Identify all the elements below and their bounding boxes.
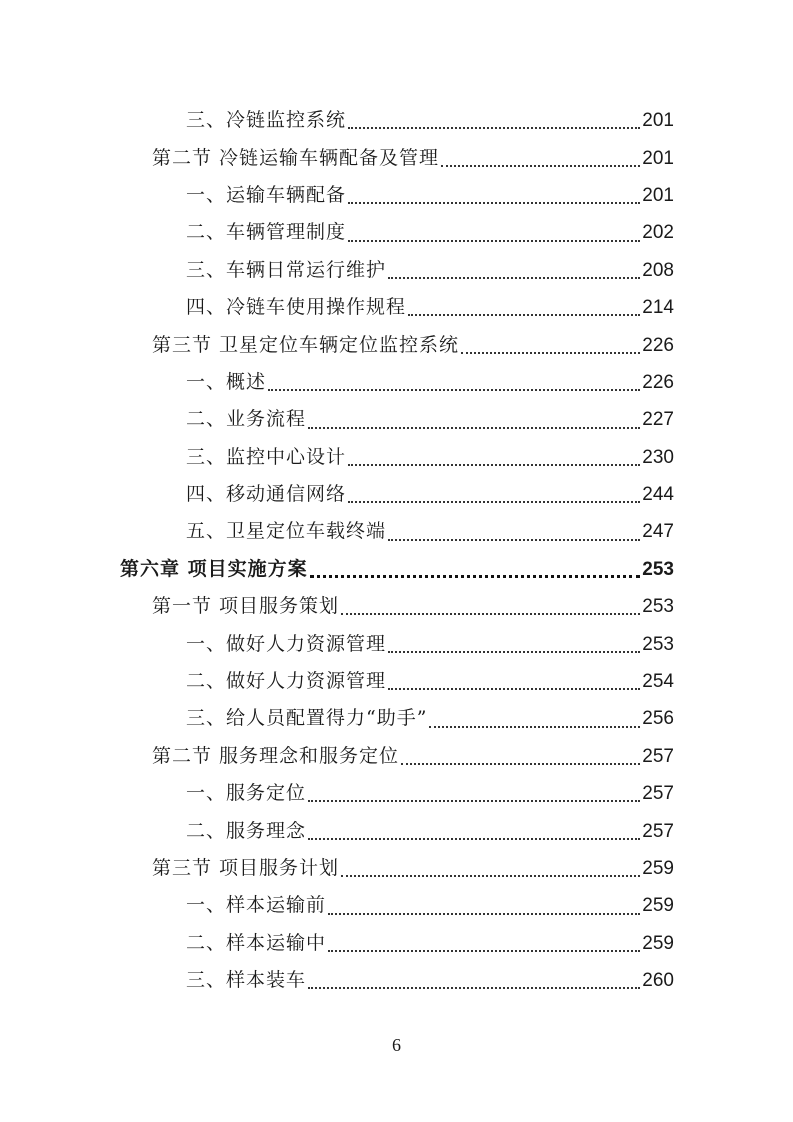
- toc-entry[interactable]: [0, 289, 674, 326]
- toc-entry[interactable]: [0, 177, 674, 214]
- toc-entry[interactable]: [0, 439, 674, 476]
- toc-entry-title: 一、样本运输前: [186, 894, 327, 917]
- toc-entry-title: 二、车辆管理制度: [186, 221, 347, 244]
- toc-entry[interactable]: [0, 738, 674, 775]
- toc-entry-page: 201: [642, 184, 674, 206]
- dot-leader: [348, 202, 640, 204]
- dot-leader: [461, 352, 640, 354]
- toc-entry[interactable]: [0, 476, 674, 513]
- toc-entry-page: 208: [642, 259, 674, 281]
- toc-entry[interactable]: [0, 326, 674, 363]
- toc-entry-title: 一、服务定位: [186, 782, 307, 805]
- dot-leader: [388, 277, 640, 279]
- dot-leader: [308, 800, 640, 802]
- toc-entry-title: 第一节 项目服务策划: [152, 595, 340, 618]
- toc-entry-title: 三、样本装车: [186, 969, 307, 992]
- toc-entry-title: 第二节 冷链运输车辆配备及管理: [152, 146, 440, 169]
- toc-entry-page: 230: [642, 446, 674, 468]
- dot-leader: [308, 987, 640, 989]
- table-of-contents: [0, 102, 793, 999]
- toc-entry[interactable]: [0, 513, 674, 550]
- dot-leader: [328, 950, 640, 952]
- toc-entry-page: 254: [642, 671, 674, 693]
- dot-leader: [268, 389, 640, 391]
- toc-entry[interactable]: [0, 625, 674, 662]
- toc-entry-page: 257: [642, 745, 674, 767]
- toc-entry[interactable]: [0, 887, 674, 924]
- toc-entry[interactable]: [0, 775, 674, 812]
- toc-entry-title: 一、运输车辆配备: [186, 183, 347, 206]
- toc-entry-page: 214: [642, 297, 674, 319]
- toc-entry-page: 257: [642, 783, 674, 805]
- toc-entry-page: 201: [642, 110, 674, 132]
- dot-leader: [408, 314, 640, 316]
- toc-entry-page: 226: [642, 334, 674, 356]
- toc-entry-page: 201: [642, 147, 674, 169]
- toc-entry-title: 三、监控中心设计: [186, 445, 347, 468]
- toc-chapter-entry[interactable]: [0, 551, 674, 588]
- toc-entry-title: 三、冷链监控系统: [186, 109, 347, 132]
- toc-entry-page: 259: [642, 858, 674, 879]
- toc-entry[interactable]: [0, 925, 674, 962]
- toc-entry[interactable]: [0, 102, 674, 139]
- toc-entry[interactable]: [0, 401, 674, 438]
- toc-entry[interactable]: [0, 700, 674, 737]
- dot-leader: [388, 539, 640, 541]
- toc-entry-title: 二、服务理念: [186, 819, 307, 842]
- toc-entry-title: 二、做好人力资源管理: [186, 670, 387, 693]
- dot-leader: [348, 240, 640, 242]
- toc-entry-title: 二、样本运输中: [186, 931, 327, 954]
- dot-leader: [308, 838, 640, 840]
- dot-leader: [348, 127, 640, 129]
- toc-entry-title: 第三节 项目服务计划: [152, 857, 340, 879]
- toc-entry-page: 257: [642, 820, 674, 842]
- toc-entry-page: 244: [642, 484, 674, 506]
- dot-leader: [401, 763, 640, 765]
- toc-entry-page: 253: [642, 596, 674, 618]
- toc-entry[interactable]: [0, 962, 674, 999]
- dot-leader: [388, 651, 640, 653]
- toc-entry-page: 226: [642, 371, 674, 393]
- toc-entry-title: 三、车辆日常运行维护: [186, 258, 387, 281]
- toc-entry[interactable]: [0, 850, 674, 887]
- toc-entry-page: 260: [642, 970, 674, 992]
- toc-entry-title: 四、冷链车使用操作规程: [186, 296, 407, 319]
- dot-leader: [341, 875, 640, 877]
- toc-entry-page: 227: [642, 409, 674, 431]
- toc-entry[interactable]: [0, 252, 674, 289]
- toc-entry-title: 五、卫星定位车载终端: [186, 520, 387, 543]
- dot-leader: [308, 427, 640, 429]
- dot-leader: [348, 501, 640, 503]
- toc-entry-page: 253: [642, 633, 674, 655]
- toc-entry[interactable]: [0, 364, 674, 401]
- toc-entry[interactable]: [0, 812, 674, 849]
- page-number: 6: [392, 1035, 401, 1055]
- toc-entry-title: 一、概述: [186, 370, 267, 393]
- dot-leader: [429, 726, 640, 728]
- dot-leader: [388, 688, 640, 690]
- toc-entry[interactable]: [0, 139, 674, 176]
- toc-entry[interactable]: [0, 588, 674, 625]
- toc-entry-page: 247: [642, 521, 674, 543]
- toc-entry-title: 第六章 项目实施方案: [120, 557, 308, 580]
- toc-entry-title: 三、给人员配置得力“助手”: [186, 707, 428, 730]
- toc-entry-page: 256: [642, 708, 674, 730]
- toc-entry-page: 202: [642, 222, 674, 244]
- toc-entry-page: 253: [642, 558, 674, 580]
- toc-entry-title: 一、做好人力资源管理: [186, 632, 387, 655]
- dot-leader: [441, 165, 640, 167]
- toc-entry-title: 第三节 卫星定位车辆定位监控系统: [152, 333, 460, 356]
- toc-entry-title: 四、移动通信网络: [186, 483, 347, 506]
- toc-entry-page: 259: [642, 895, 674, 917]
- dot-leader: [328, 913, 640, 915]
- dot-leader: [348, 464, 640, 466]
- toc-entry-title: 第二节 服务理念和服务定位: [152, 744, 400, 767]
- toc-entry[interactable]: [0, 214, 674, 251]
- toc-entry-page: 259: [642, 932, 674, 954]
- toc-entry-title: 二、业务流程: [186, 408, 307, 431]
- toc-entry[interactable]: [0, 663, 674, 700]
- dot-leader: [341, 613, 640, 615]
- dot-leader: [310, 575, 641, 578]
